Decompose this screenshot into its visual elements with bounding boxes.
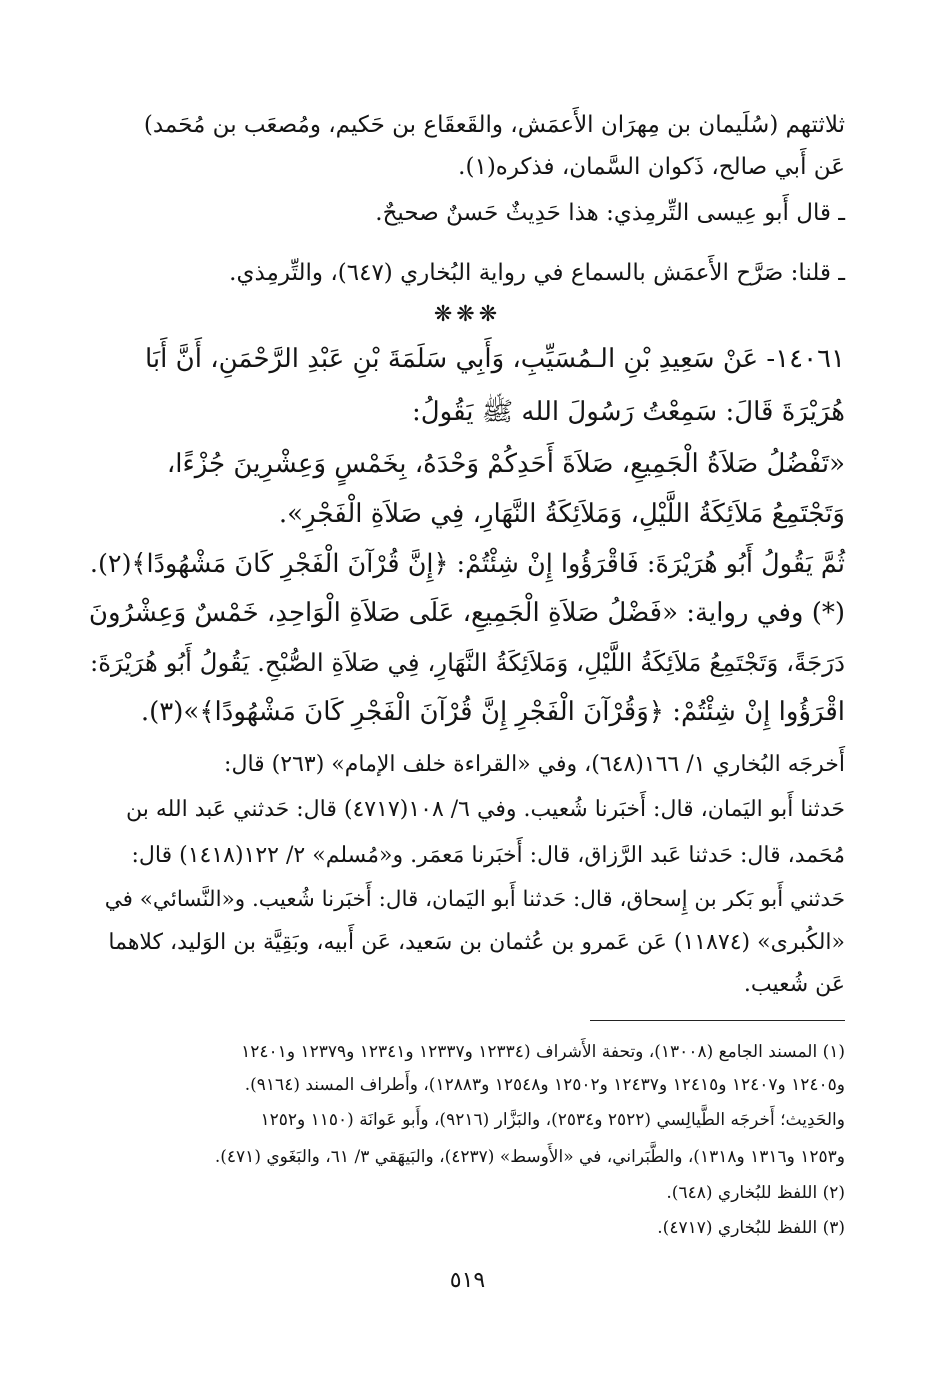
takhrij-line-6: عَن شُعيب. <box>743 972 845 997</box>
footnote-1-line-3: والحَدِيث؛ أَخرجَه الطَّيالِسي (٢٥٢٢ و٢٥٣٤)، والبَزَّار (٩٢١٦)، وأَبو عَوانَة (١١٥٠ و١٢٥٢ <box>260 1110 845 1130</box>
footnote-1-line-1: (١) المسند الجامع (١٣٠٠٨)، وتحفة الأَشراف (١٢٣٣٤ و١٢٣٣٧ و١٢٣٤١ و١٢٣٧٩ و١٢٤٠١ <box>241 1042 845 1062</box>
takhrij-line-2: حَدثنا أَبو اليَمان، قال: أَخبَرنا شُعيب. وفي ٦/ ١٠٨(٤٧١٧) قال: حَدثني عَبد الله بن <box>125 797 845 822</box>
hadith-line-6: (*) وفي رواية: «فَضْلُ صَلاَةِ الْجَمِيعِ، عَلَى صَلاَةِ الْوَاحِدِ، خَمْسٌ وَعِشْرُونَ <box>88 598 845 628</box>
takhrij-line-1: أَخرجَه البُخاري ١/ ١٦٦(٦٤٨)، وفي «القراءة خلف الإمام» (٢٦٣) قال: <box>224 752 845 777</box>
intro-line-2: عَن أَبي صالح، ذَكوان السَّمان، فذكره(١). <box>458 154 845 180</box>
takhrij-line-3: مُحَمد، قال: حَدثنا عَبد الرَّزاق، قال: أَخبَرنا مَعمَر. و«مُسلم» ٢/ ١٢٢(١٤١٨) قال: <box>131 843 845 868</box>
footnote-1-line-2: و١٢٤٠٥ و١٢٤٠٧ و١٢٤١٥ و١٢٤٣٧ و١٢٥٠٢ و١٢٥٤٨ و١٢٨٨٣)، وأَطراف المسند (٩١٦٤). <box>244 1075 845 1095</box>
hadith-line-1: ١٤٠٦١- عَنْ سَعِيدِ بْنِ الـمُسَيِّبِ، وَأَبِي سَلَمَةَ بْنِ عَبْدِ الرَّحْمَنِ، أَنَّ أَبَا <box>145 344 845 374</box>
page-number: ٥١٩ <box>449 1268 486 1293</box>
footnote-3: (٣) اللفظ للبُخاري (٤٧١٧). <box>657 1218 845 1238</box>
hadith-line-2: هُرَيْرَةَ قَالَ: سَمِعْتُ رَسُولَ الله ﷺ يَقُولُ: <box>412 397 845 427</box>
footnote-1-line-4: و١٢٥٣ و١٣١٦ و١٣١٨)، والطَّبَراني، في «الأَوسط» (٤٢٣٧)، والبَيهَقي ٣/ ٦١، والبَغَوي (٤٧١). <box>214 1147 845 1167</box>
hadith-line-5: ثُمَّ يَقُولُ أَبُو هُرَيْرَةَ: فَاقْرَؤُوا إِنْ شِئْتُمْ: ﴿إِنَّ قُرْآنَ الْفَجْرِ كَانَ مَشْهُودًا﴾(٢). <box>89 549 845 579</box>
hadith-line-3: «تَفْضُلُ صَلاَةُ الْجَمِيعِ، صَلاَةَ أَحَدِكُمْ وَحْدَهُ، بِخَمْسٍ وَعِشْرِينَ جُزْءًا، <box>166 449 845 479</box>
footnote-2: (٢) اللفظ للبُخاري (٦٤٨). <box>666 1183 845 1203</box>
tirmidhi-verdict: ـ قال أَبو عِيسى التِّرمِذي: هذا حَدِيثٌ حَسنٌ صحيحٌ. <box>375 200 845 226</box>
hadith-line-7: دَرَجَةً، وَتَجْتَمِعُ مَلاَئِكَةُ اللَّيْلِ، وَمَلاَئِكَةُ النَّهَارِ، فِي صَلاَةِ الصُّبْحِ. يَقُولُ أَبُو هُرَيْرَةَ: <box>89 648 845 677</box>
section-separator: ❋❋❋ <box>433 302 502 327</box>
footnote-rule <box>590 1020 845 1021</box>
takhrij-line-5: «الكُبرى» (١١٨٧٤) عَن عَمرو بن عُثمان بن سَعيد، عَن أَبيه، وبَقِيَّة بن الوَليد، كلاهما <box>108 930 845 955</box>
editor-note: ـ قلنا: صَرَّح الأَعمَش بالسماع في رواية البُخاري (٦٤٧)، والتِّرمِذي. <box>229 260 845 286</box>
hadith-line-8: اقْرَؤُوا إِنْ شِئْتُمْ: ﴿وَقُرْآنَ الْفَجْرِ إِنَّ قُرْآنَ الْفَجْرِ كَانَ مَشْهُودًا﴾»(٣). <box>140 697 845 727</box>
takhrij-line-4: حَدثني أَبو بَكر بن إِسحاق، قال: حَدثنا أَبو اليَمان، قال: أَخبَرنا شُعيب. و«النَّسائي» في <box>104 887 845 912</box>
hadith-line-4: وَتَجْتَمِعُ مَلاَئِكَةُ اللَّيْلِ، وَمَلاَئِكَةُ النَّهَارِ، فِي صَلاَةِ الْفَجْرِ». <box>278 499 845 529</box>
intro-line-1: ثلاثتهم (سُلَيمان بن مِهرَان الأَعمَش، والقَعقَاع بن حَكيم، ومُصعَب بن مُحَمد) <box>143 112 845 138</box>
